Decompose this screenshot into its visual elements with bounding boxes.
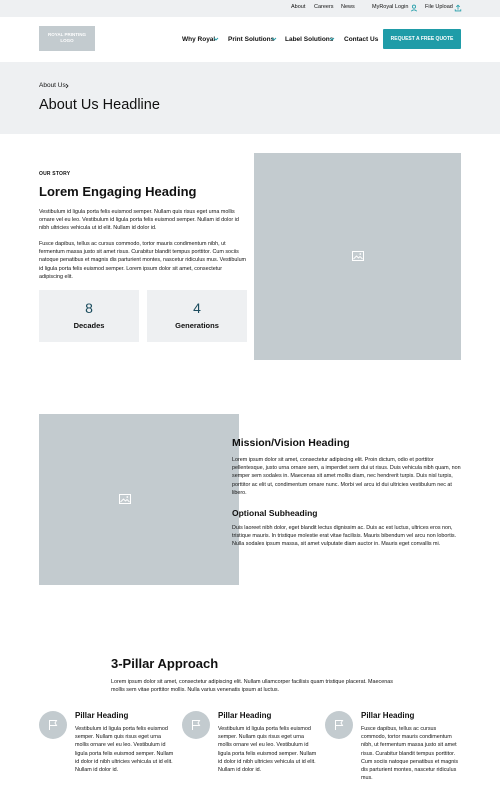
pillar-2-title: Pillar Heading	[218, 711, 272, 720]
pillar-1-icon-circle	[39, 711, 67, 739]
mission-heading: Mission/Vision Heading	[232, 437, 350, 449]
image-placeholder-icon	[352, 251, 364, 261]
stat-generations	[147, 290, 247, 342]
story-paragraph-2: Fusce dapibus, tellus ac cursus commodo, tortor mauris condimentum nibh, ut fermentum massa justo sit amet risus. Curabitur blandit tempus porttitor. Cum sociis natoque penatibus et magnis dis parturient montes, nascetur ridiculus mus. Vestibulum id ligula porta felis euismod semper. Lorem ipsum dolor sit amet, consectetur adipiscing elit.	[39, 241, 247, 280]
story-paragraph-1: Vestibulum id ligula porta felis euismod semper. Nullam quis risus eget urna mollis ornare vel eu leo. Vestibulum id ligula porta felis euismod semper. Nullam id dolor id nibh ultricies vehicula ut id elit. Nullam id dolor id.	[39, 209, 239, 232]
pillar-1-text: Vestibulum id ligula porta felis euismod semper. Nullam quis risus eget urna mollis ornare vel eu leo. Vestibulum id ligula porta felis euismod semper. Nullam id dolor id nibh ultricies vehicula ut id elit. Nullam id dolor id.	[75, 726, 174, 774]
request-quote-button[interactable]: REQUEST A FREE QUOTE	[383, 29, 461, 49]
stat-value: 8	[85, 300, 93, 316]
user-icon[interactable]	[410, 4, 418, 12]
nav-contact-us[interactable]: Contact Us	[344, 36, 379, 43]
pillar-2-icon-circle	[182, 711, 210, 739]
nav-print-solutions[interactable]: Print Solutions	[228, 36, 275, 43]
pillars-intro: Lorem ipsum dolor sit amet, consectetur adipiscing elit. Nullam ullamcorper facilisis quam tristique placerat. Maecenas mollis sem vitae porttitor mollis. Nulla varius venenatis ipsum at luctus.	[111, 679, 393, 694]
nav-why-royal[interactable]: Why Royal	[182, 36, 216, 43]
utility-link-file-upload[interactable]: File Upload	[425, 4, 453, 10]
mission-subparagraph: Duis laoreet nibh dolor, eget blandit lectus dignissim ac. Duis ac est luctus, ultrices eros non, tristique mauris. In tristique molestie erat vitae facilisis. Mauris bibendum vel arcu non lobortis. Nulla sodales ipsum massa, sit amet vulputate diam auctor in. Mauris eget convallis mi.	[232, 525, 457, 548]
story-heading: Lorem Engaging Heading	[39, 184, 197, 199]
page-heading-band	[0, 62, 500, 134]
flag-icon	[47, 719, 59, 731]
chevron-down-icon	[213, 36, 219, 42]
pillar-2-text: Vestibulum id ligula porta felis euismod semper. Nullam quis risus eget urna mollis ornare vel eu leo. Vestibulum id ligula porta felis euismod semper. Nullam id dolor id nibh ultricies vehicula ut id elit. Nullam id dolor id.	[218, 726, 317, 774]
utility-link-news[interactable]: News	[341, 4, 355, 10]
page-title: About Us Headline	[39, 97, 160, 113]
chevron-down-icon	[271, 36, 277, 42]
pillars-heading: 3-Pillar Approach	[111, 656, 219, 671]
stat-label: Decades	[73, 321, 105, 330]
pillar-1-title: Pillar Heading	[75, 711, 129, 720]
mission-paragraph: Lorem ipsum dolor sit amet, consectetur adipiscing elit. Proin dictum, odio et porttitor pellentesque, justo urna ornare sem, a imperdiet sem dui ut risus. Duis vehicula nibh quam, non semper sem sodales in. Maecenas sit amet mollis diam, nec hendrerit turpis. Duis nisl turpis, porttitor ac elit ut, condimentum ornare nunc. Morbi vel arcu id dui ultricies vestibulum nec at libero.	[232, 457, 461, 496]
utility-link-login[interactable]: MyRoyal Login	[372, 4, 409, 10]
pillar-3-title: Pillar Heading	[361, 711, 415, 720]
chevron-down-icon	[329, 36, 335, 42]
nav-label-solutions[interactable]: Label Solutions	[285, 36, 334, 43]
story-image	[254, 153, 461, 360]
logo[interactable]	[39, 26, 95, 51]
section-eyebrow: OUR STORY	[39, 171, 71, 177]
utility-bar	[0, 0, 500, 17]
logo-line-2: LOGO	[60, 38, 74, 43]
utility-link-careers[interactable]: Careers	[314, 4, 334, 10]
mission-image	[39, 414, 239, 585]
chevron-right-icon	[64, 83, 70, 89]
upload-icon[interactable]	[454, 4, 462, 12]
pillar-3-icon-circle	[325, 711, 353, 739]
flag-icon	[190, 719, 202, 731]
pillar-3-text: Fusce dapibus, tellus ac cursus commodo, tortor mauris condimentum nibh, ut fermentum massa justo sit amet risus. Curabitur blandit tempus porttitor. Cum sociis natoque penatibus et magnis dis parturient montes, nascetur ridiculus mus.	[361, 726, 459, 782]
breadcrumb[interactable]: About Us	[39, 82, 66, 89]
utility-link-about[interactable]: About	[291, 4, 306, 10]
image-placeholder-icon	[119, 494, 131, 504]
mission-subheading: Optional Subheading	[232, 508, 318, 518]
flag-icon	[333, 719, 345, 731]
logo-line-1: ROYAL PRINTING	[47, 32, 86, 37]
stat-label: Generations	[175, 321, 219, 330]
site-header	[0, 17, 500, 62]
stat-value: 4	[193, 300, 201, 316]
stat-decades	[39, 290, 139, 342]
